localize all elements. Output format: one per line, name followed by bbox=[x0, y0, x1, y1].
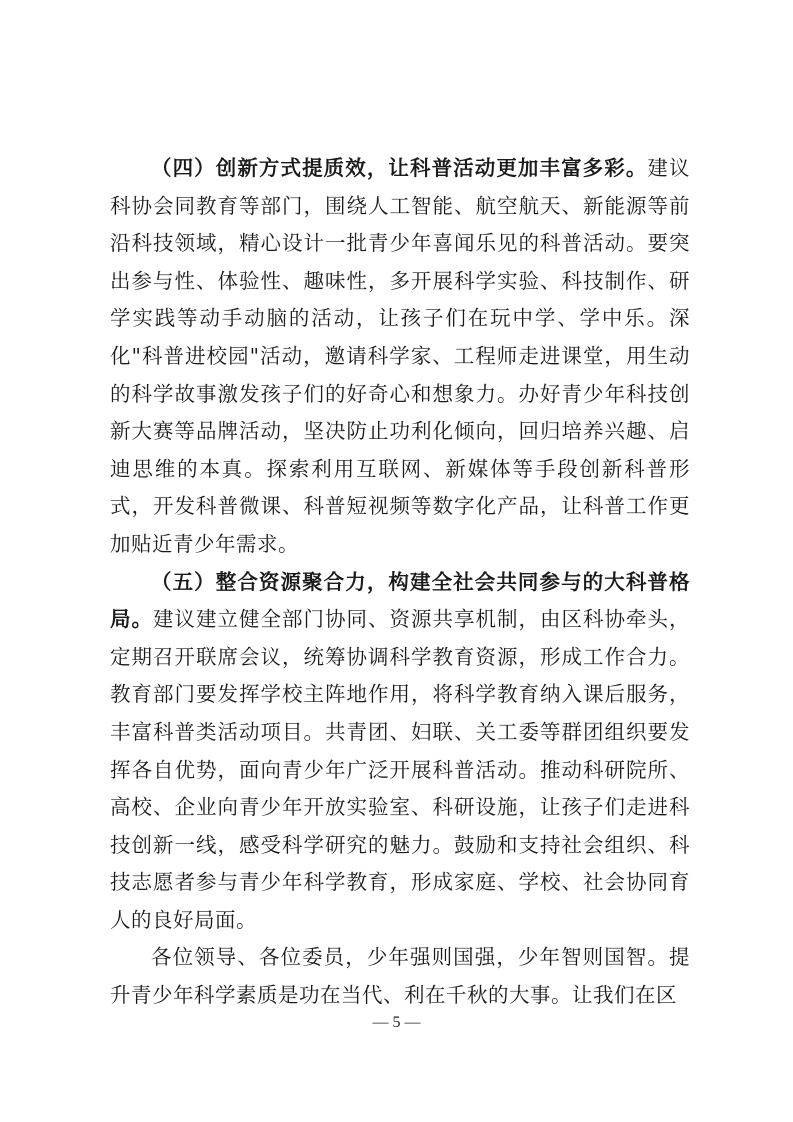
paragraph-text: 建议科协会同教育等部门，围绕人工智能、航空航天、新能源等前沿科技领域，精心设计一批青少年喜闻乐见的科普活动。要突出参与性、体验性、趣味性，多开展科学实验、科技制作、研学实践等动手动脑的活动，让孩子们在玩中学、学中乐。深化"科普进校园"活动，邀请科学家、工程师走进课堂，用生动的科学故事激发孩子们的好奇心和想象力。办好青少年科技创新大赛等品牌活动，坚决防止功利化倾向，回归培养兴趣、启迪思维的本真。探索利用互联网、新媒体等手段创新科普形式，开发科普微课、科普短视频等数字化产品，让科普工作更加贴近青少年需求。 bbox=[110, 156, 691, 556]
paragraph-text: 建议建立健全部门协同、资源共享机制，由区科协牵头，定期召开联席会议，统筹协调科学教育资源，形成工作合力。教育部门要发挥学校主阵地作用，将科学教育纳入课后服务，丰富科普类活动项目。共青团、妇联、关工委等群团组织要发挥各自优势，面向青少年广泛开展科普活动。推动科研院所、高校、企业向青少年开放实验室、科研设施，让孩子们走进科技创新一线，感受科学研究的魅力。鼓励和支持社会组织、科技志愿者参与青少年科学教育，形成家庭、学校、社会协同育人的良好局面。 bbox=[110, 607, 690, 932]
paragraph-text: 各位领导、各位委员，少年强则国强，少年智则国智。提升青少年科学素质是功在当代、利在千秋的大事。让我们在区 bbox=[110, 945, 690, 1008]
paragraph-4 bbox=[110, 150, 690, 564]
paragraph-heading: （四）创新方式提质效，让科普活动更加丰富多彩。 bbox=[151, 156, 648, 180]
paragraph-heading: （五）整合资源聚合力，构建全社会共同参与的大科普格局。 bbox=[110, 569, 690, 632]
page-number: — 5 — bbox=[372, 1014, 421, 1031]
document-body bbox=[110, 150, 690, 1015]
paragraph-5 bbox=[110, 564, 690, 940]
paragraph-closing bbox=[110, 939, 690, 1014]
